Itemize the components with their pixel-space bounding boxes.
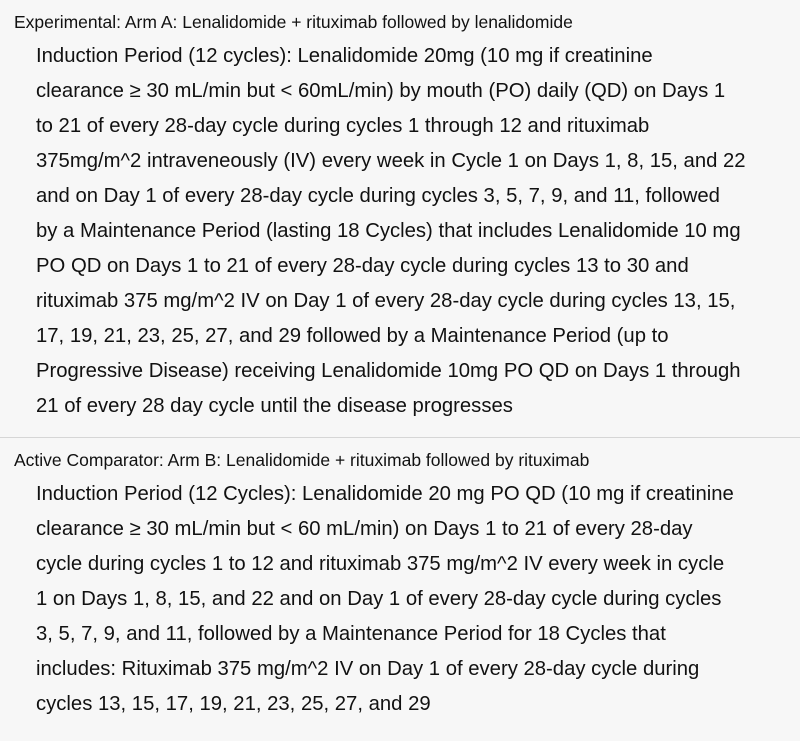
arm-b-description-line: Induction Period (12 Cycles): Lenalidomide 20 mg PO QD (10 mg if creatinine <box>36 483 734 505</box>
arm-a-description <box>0 34 800 434</box>
arm-b-description-line: 3, 5, 7, 9, and 11, followed by a Maintenance Period for 18 Cycles that <box>36 623 666 645</box>
arm-b-title: Active Comparator: Arm B: Lenalidomide + rituximab followed by rituximab <box>14 450 590 470</box>
arm-b-description-line: clearance ≥ 30 mL/min but < 60 mL/min) on Days 1 to 21 of every 28-day <box>36 518 693 540</box>
arm-a-description-line: 17, 19, 21, 23, 25, 27, and 29 followed by a Maintenance Period (up to <box>36 325 669 347</box>
arm-b-description-line: includes: Rituximab 375 mg/m^2 IV on Day 1 of every 28-day cycle during <box>36 658 700 680</box>
arm-a-description-line: and on Day 1 of every 28-day cycle during cycles 3, 5, 7, 9, and 11, followed <box>36 185 720 207</box>
arm-a-description-line: to 21 of every 28-day cycle during cycles 1 through 12 and rituximab <box>36 115 650 137</box>
arm-a-description-line: clearance ≥ 30 mL/min but < 60mL/min) by mouth (PO) daily (QD) on Days 1 <box>36 80 726 102</box>
arm-a-description-line: 21 of every 28 day cycle until the disease progresses <box>36 395 513 417</box>
arm-b-description-line: cycle during cycles 1 to 12 and rituximab 375 mg/m^2 IV every week in cycle <box>36 553 725 575</box>
arm-a-description-line: PO QD on Days 1 to 21 of every 28-day cycle during cycles 13 to 30 and <box>36 255 689 277</box>
arm-a-description-line: 375mg/m^2 intraveneously (IV) every week in Cycle 1 on Days 1, 8, 15, and 22 <box>36 150 746 172</box>
arm-a-description-line: Progressive Disease) receiving Lenalidomide 10mg PO QD on Days 1 through <box>36 360 741 382</box>
arm-b-description <box>0 472 800 732</box>
arm-a-description-line: rituximab 375 mg/m^2 IV on Day 1 of every 28-day cycle during cycles 13, 15, <box>36 290 736 312</box>
arm-a-description-line: Induction Period (12 cycles): Lenalidomide 20mg (10 mg if creatinine <box>36 45 653 67</box>
arm-b-section <box>0 437 800 741</box>
arm-b-description-line: cycles 13, 15, 17, 19, 21, 23, 25, 27, and 29 <box>36 693 431 715</box>
arm-b-description-line: 1 on Days 1, 8, 15, and 22 and on Day 1 of every 28-day cycle during cycles <box>36 588 722 610</box>
arm-a-title: Experimental: Arm A: Lenalidomide + rituximab followed by lenalidomide <box>14 12 573 32</box>
arm-a-description-line: by a Maintenance Period (lasting 18 Cycles) that includes Lenalidomide 10 mg <box>36 220 741 242</box>
